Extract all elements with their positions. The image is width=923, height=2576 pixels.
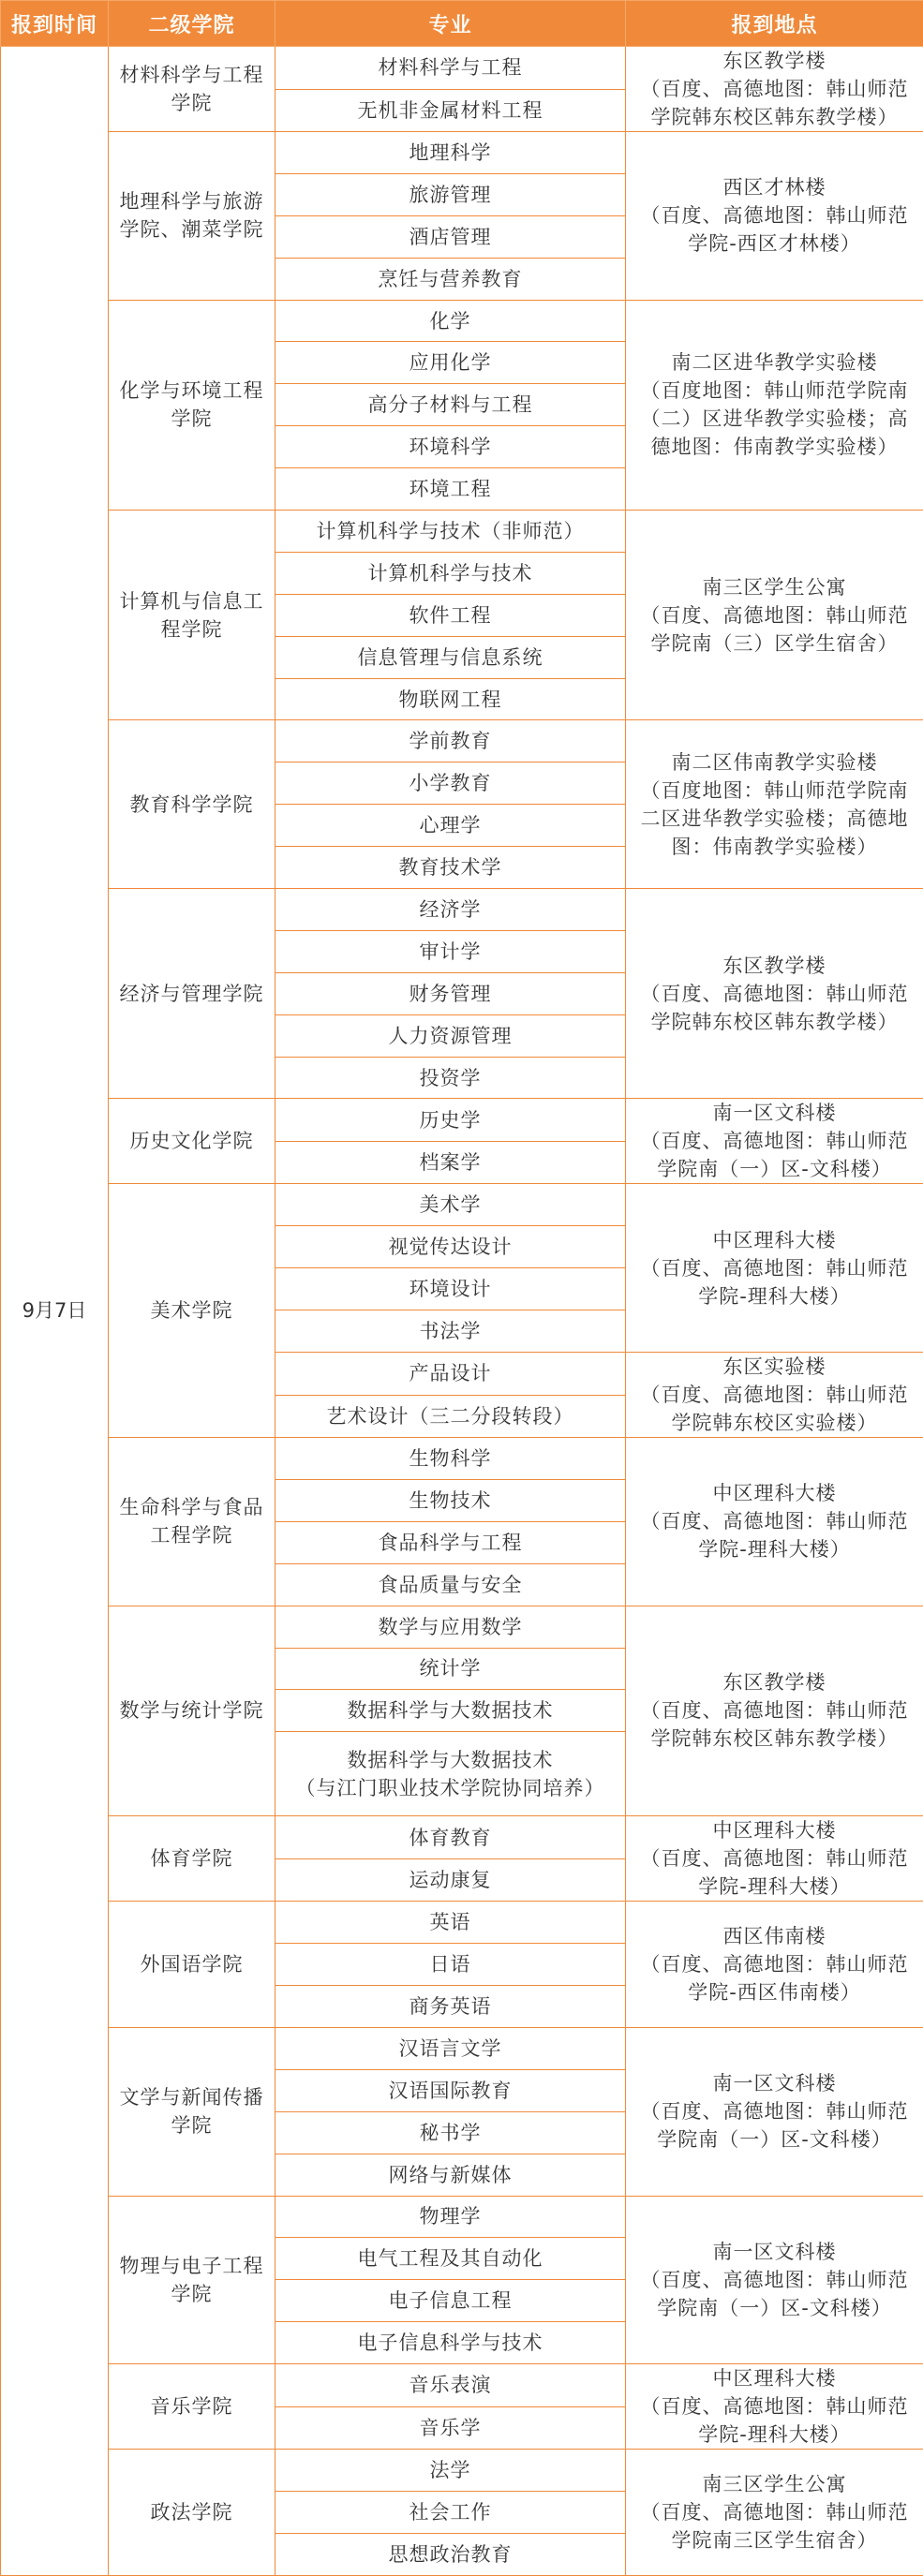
major-cell: 体育教育 xyxy=(275,1816,626,1859)
college-cell: 外国语学院 xyxy=(109,1902,275,2028)
location-cell: 中区理科大楼 （百度、高德地图：韩山师范学院-理科大楼） xyxy=(626,2364,923,2450)
major-cell: 社会工作 xyxy=(275,2491,626,2533)
location-cell: 西区伟南楼 （百度、高德地图：韩山师范学院-西区伟南楼） xyxy=(626,1902,923,2028)
major-cell: 网络与新媒体 xyxy=(275,2154,626,2196)
location-cell: 东区教学楼 （百度、高德地图：韩山师范学院韩东校区韩东教学楼） xyxy=(626,1606,923,1816)
location-cell: 东区教学楼 （百度、高德地图：韩山师范学院韩东校区韩东教学楼） xyxy=(626,889,923,1099)
location-cell: 东区实验楼 （百度、高德地图：韩山师范学院韩东校区实验楼） xyxy=(626,1353,923,1438)
table-row xyxy=(1,47,923,90)
major-cell: 运动康复 xyxy=(275,1858,626,1902)
table-row xyxy=(1,1606,923,1648)
major-cell: 应用化学 xyxy=(275,342,626,384)
major-cell: 生物技术 xyxy=(275,1479,626,1521)
major-cell: 无机非金属材料工程 xyxy=(275,89,626,132)
major-cell: 心理学 xyxy=(275,805,626,847)
location-cell: 南一区文科楼 （百度、高德地图：韩山师范学院南（一）区-文科楼） xyxy=(626,2196,923,2364)
table-row xyxy=(1,2450,923,2492)
major-cell: 教育技术学 xyxy=(275,847,626,889)
major-cell: 学前教育 xyxy=(275,720,626,762)
table-row xyxy=(1,1099,923,1142)
major-cell: 经济学 xyxy=(275,889,626,931)
major-cell: 地理科学 xyxy=(275,132,626,174)
location-cell: 南一区文科楼 （百度、高德地图：韩山师范学院南（一）区-文科楼） xyxy=(626,1099,923,1184)
major-cell: 物联网工程 xyxy=(275,678,626,720)
major-cell: 数据科学与大数据技术 xyxy=(275,1690,626,1732)
major-cell: 人力资源管理 xyxy=(275,1014,626,1057)
major-cell: 财务管理 xyxy=(275,972,626,1014)
table-row xyxy=(1,720,923,762)
table-row xyxy=(1,511,923,553)
major-cell: 审计学 xyxy=(275,930,626,972)
table-row xyxy=(1,1184,923,1226)
major-cell: 旅游管理 xyxy=(275,173,626,215)
college-cell: 体育学院 xyxy=(109,1816,275,1902)
table-row xyxy=(1,889,923,931)
location-cell: 西区才林楼 （百度、高德地图：韩山师范学院-西区才林楼） xyxy=(626,132,923,301)
major-cell: 电子信息工程 xyxy=(275,2280,626,2322)
major-cell: 音乐表演 xyxy=(275,2364,626,2407)
major-cell: 酒店管理 xyxy=(275,215,626,258)
major-cell: 电子信息科学与技术 xyxy=(275,2322,626,2364)
major-cell: 档案学 xyxy=(275,1141,626,1184)
major-cell: 环境工程 xyxy=(275,468,626,511)
college-cell: 地理科学与旅游学院、潮菜学院 xyxy=(109,132,275,301)
major-cell: 数学与应用数学 xyxy=(275,1606,626,1648)
header-major: 专业 xyxy=(275,1,626,47)
major-cell: 视觉传达设计 xyxy=(275,1226,626,1268)
college-cell: 历史文化学院 xyxy=(109,1099,275,1184)
college-cell: 计算机与信息工程学院 xyxy=(109,511,275,720)
major-cell: 统计学 xyxy=(275,1648,626,1690)
date-cell: 9月7日 xyxy=(1,47,109,2576)
major-cell: 食品质量与安全 xyxy=(275,1563,626,1606)
major-cell: 秘书学 xyxy=(275,2111,626,2154)
major-cell: 美术学 xyxy=(275,1184,626,1226)
major-cell: 汉语言文学 xyxy=(275,2027,626,2069)
college-cell: 化学与环境工程学院 xyxy=(109,300,275,510)
college-cell: 经济与管理学院 xyxy=(109,889,275,1099)
table-row xyxy=(1,1902,923,1944)
table-row xyxy=(1,1816,923,1859)
location-cell: 中区理科大楼 （百度、高德地图：韩山师范学院-理科大楼） xyxy=(626,1184,923,1353)
major-cell: 法学 xyxy=(275,2450,626,2492)
college-cell: 材料科学与工程学院 xyxy=(109,47,275,132)
college-cell: 政法学院 xyxy=(109,2450,275,2576)
major-cell: 思想政治教育 xyxy=(275,2533,626,2575)
major-cell: 汉语国际教育 xyxy=(275,2069,626,2111)
major-cell: 食品科学与工程 xyxy=(275,1521,626,1563)
location-cell: 中区理科大楼 （百度、高德地图：韩山师范学院-理科大楼） xyxy=(626,1438,923,1606)
college-cell: 文学与新闻传播学院 xyxy=(109,2027,275,2196)
major-cell: 物理学 xyxy=(275,2196,626,2238)
major-cell: 计算机科学与技术（非师范） xyxy=(275,511,626,553)
major-cell: 环境科学 xyxy=(275,426,626,468)
major-cell: 书法学 xyxy=(275,1310,626,1353)
location-cell: 南三区学生公寓 （百度、高德地图：韩山师范学院南（三）区学生宿舍） xyxy=(626,511,923,720)
college-cell: 生命科学与食品工程学院 xyxy=(109,1438,275,1606)
college-cell: 数学与统计学院 xyxy=(109,1606,275,1816)
table-row xyxy=(1,300,923,342)
major-cell: 商务英语 xyxy=(275,1986,626,2028)
table-row xyxy=(1,2027,923,2069)
major-cell: 数据科学与大数据技术 （与江门职业技术学院协同培养） xyxy=(275,1732,626,1816)
table-row xyxy=(1,2364,923,2407)
major-cell: 日语 xyxy=(275,1944,626,1986)
major-cell: 环境设计 xyxy=(275,1268,626,1310)
major-cell: 软件工程 xyxy=(275,594,626,636)
table-row xyxy=(1,132,923,174)
college-cell: 物理与电子工程学院 xyxy=(109,2196,275,2364)
college-cell: 教育科学学院 xyxy=(109,720,275,889)
major-cell: 英语 xyxy=(275,1902,626,1944)
location-cell: 南三区学生公寓 （百度、高德地图：韩山师范学院南三区学生宿舍） xyxy=(626,2450,923,2576)
header-college: 二级学院 xyxy=(109,1,275,47)
header-date: 报到时间 xyxy=(1,1,109,47)
major-cell: 化学 xyxy=(275,300,626,342)
location-cell: 南二区伟南教学实验楼 （百度地图：韩山师范学院南二区进华教学实验楼；高德地图：伟南教学实验楼） xyxy=(626,720,923,889)
major-cell: 电气工程及其自动化 xyxy=(275,2238,626,2280)
major-cell: 高分子材料与工程 xyxy=(275,384,626,426)
table-row xyxy=(1,1438,923,1480)
major-cell: 生物科学 xyxy=(275,1438,626,1480)
major-cell: 烹饪与营养教育 xyxy=(275,258,626,300)
major-cell: 产品设计 xyxy=(275,1353,626,1396)
header-row xyxy=(1,1,923,47)
major-cell: 投资学 xyxy=(275,1057,626,1099)
major-cell: 信息管理与信息系统 xyxy=(275,636,626,678)
major-cell: 小学教育 xyxy=(275,762,626,805)
major-cell: 材料科学与工程 xyxy=(275,47,626,90)
college-cell: 美术学院 xyxy=(109,1184,275,1438)
college-cell: 音乐学院 xyxy=(109,2364,275,2450)
major-cell: 历史学 xyxy=(275,1099,626,1142)
major-cell: 计算机科学与技术 xyxy=(275,552,626,594)
location-cell: 南二区进华教学实验楼 （百度地图：韩山师范学院南（二）区进华教学实验楼；高德地图：伟南教学实验楼） xyxy=(626,300,923,510)
major-cell: 音乐学 xyxy=(275,2406,626,2450)
location-cell: 中区理科大楼 （百度、高德地图：韩山师范学院-理科大楼） xyxy=(626,1816,923,1902)
table-row xyxy=(1,2196,923,2238)
header-location: 报到地点 xyxy=(626,1,923,47)
location-cell: 东区教学楼 （百度、高德地图：韩山师范学院韩东校区韩东教学楼） xyxy=(626,47,923,132)
location-cell: 南一区文科楼 （百度、高德地图：韩山师范学院南（一）区-文科楼） xyxy=(626,2027,923,2196)
major-cell: 艺术设计（三二分段转段） xyxy=(275,1395,626,1438)
